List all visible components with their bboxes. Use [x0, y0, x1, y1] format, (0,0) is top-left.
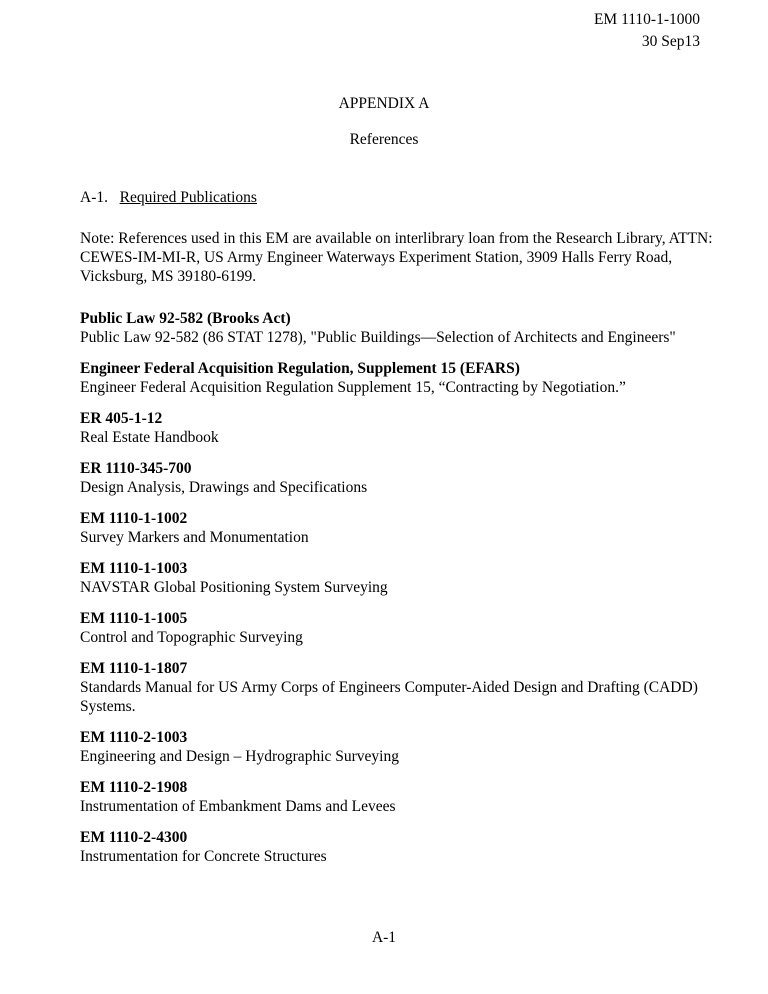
reference-id: EM 1110-2-4300	[80, 829, 188, 846]
reference-item	[80, 609, 720, 647]
reference-title: Engineer Federal Acquisition Regulation Supplement 15, “Contracting by Negotiation.”	[80, 379, 626, 396]
reference-id: EM 1110-1-1003	[80, 560, 188, 577]
document-date: 30 Sep13	[641, 33, 700, 50]
reference-id: EM 1110-2-1908	[80, 779, 188, 796]
reference-title: Design Analysis, Drawings and Specifications	[80, 479, 368, 496]
reference-item	[80, 828, 720, 866]
reference-item	[80, 778, 720, 816]
reference-id: EM 1110-1-1807	[80, 660, 188, 677]
reference-item	[80, 309, 720, 347]
reference-list	[80, 309, 720, 878]
reference-id: ER 1110-345-700	[80, 460, 192, 477]
section-title: Required Publications	[119, 189, 257, 206]
reference-title: Instrumentation for Concrete Structures	[80, 848, 327, 865]
reference-title: Real Estate Handbook	[80, 429, 219, 446]
document-number: EM 1110-1-1000	[593, 11, 700, 28]
reference-item	[80, 559, 720, 597]
reference-item	[80, 459, 720, 497]
reference-item	[80, 509, 720, 547]
reference-title: Control and Topographic Surveying	[80, 629, 303, 646]
reference-item	[80, 659, 720, 716]
reference-title: Public Law 92-582 (86 STAT 1278), "Public Buildings—Selection of Architects and Engineers"	[80, 329, 676, 346]
appendix-title: APPENDIX A	[338, 95, 430, 112]
reference-title: Standards Manual for US Army Corps of Engineers Computer-Aided Design and Drafting (CADD) Systems.	[80, 679, 698, 715]
section-heading	[80, 188, 257, 207]
reference-id: EM 1110-1-1005	[80, 610, 188, 627]
reference-item	[80, 359, 720, 397]
reference-id: EM 1110-2-1003	[80, 729, 188, 746]
page-number: A-1	[371, 929, 397, 946]
reference-id: Public Law 92-582 (Brooks Act)	[80, 310, 291, 327]
reference-item	[80, 409, 720, 447]
reference-title: Instrumentation of Embankment Dams and Levees	[80, 798, 396, 815]
reference-title: Survey Markers and Monumentation	[80, 529, 309, 546]
reference-item	[80, 728, 720, 766]
reference-id: EM 1110-1-1002	[80, 510, 188, 527]
reference-id: Engineer Federal Acquisition Regulation, Supplement 15 (EFARS)	[80, 360, 520, 377]
reference-title: Engineering and Design – Hydrographic Surveying	[80, 748, 399, 765]
reference-title: NAVSTAR Global Positioning System Surveying	[80, 579, 388, 596]
section-number: A-1.	[80, 189, 108, 206]
appendix-subtitle: References	[349, 131, 419, 148]
reference-id: ER 405-1-12	[80, 410, 163, 427]
note-paragraph: Note: References used in this EM are available on interlibrary loan from the Research Library, ATTN: CEWES-IM-MI-R, US Army Engineer Waterways Experiment Station, 3909 Halls Ferry Road, Vicksburg, MS 39180-6199.	[80, 230, 713, 285]
